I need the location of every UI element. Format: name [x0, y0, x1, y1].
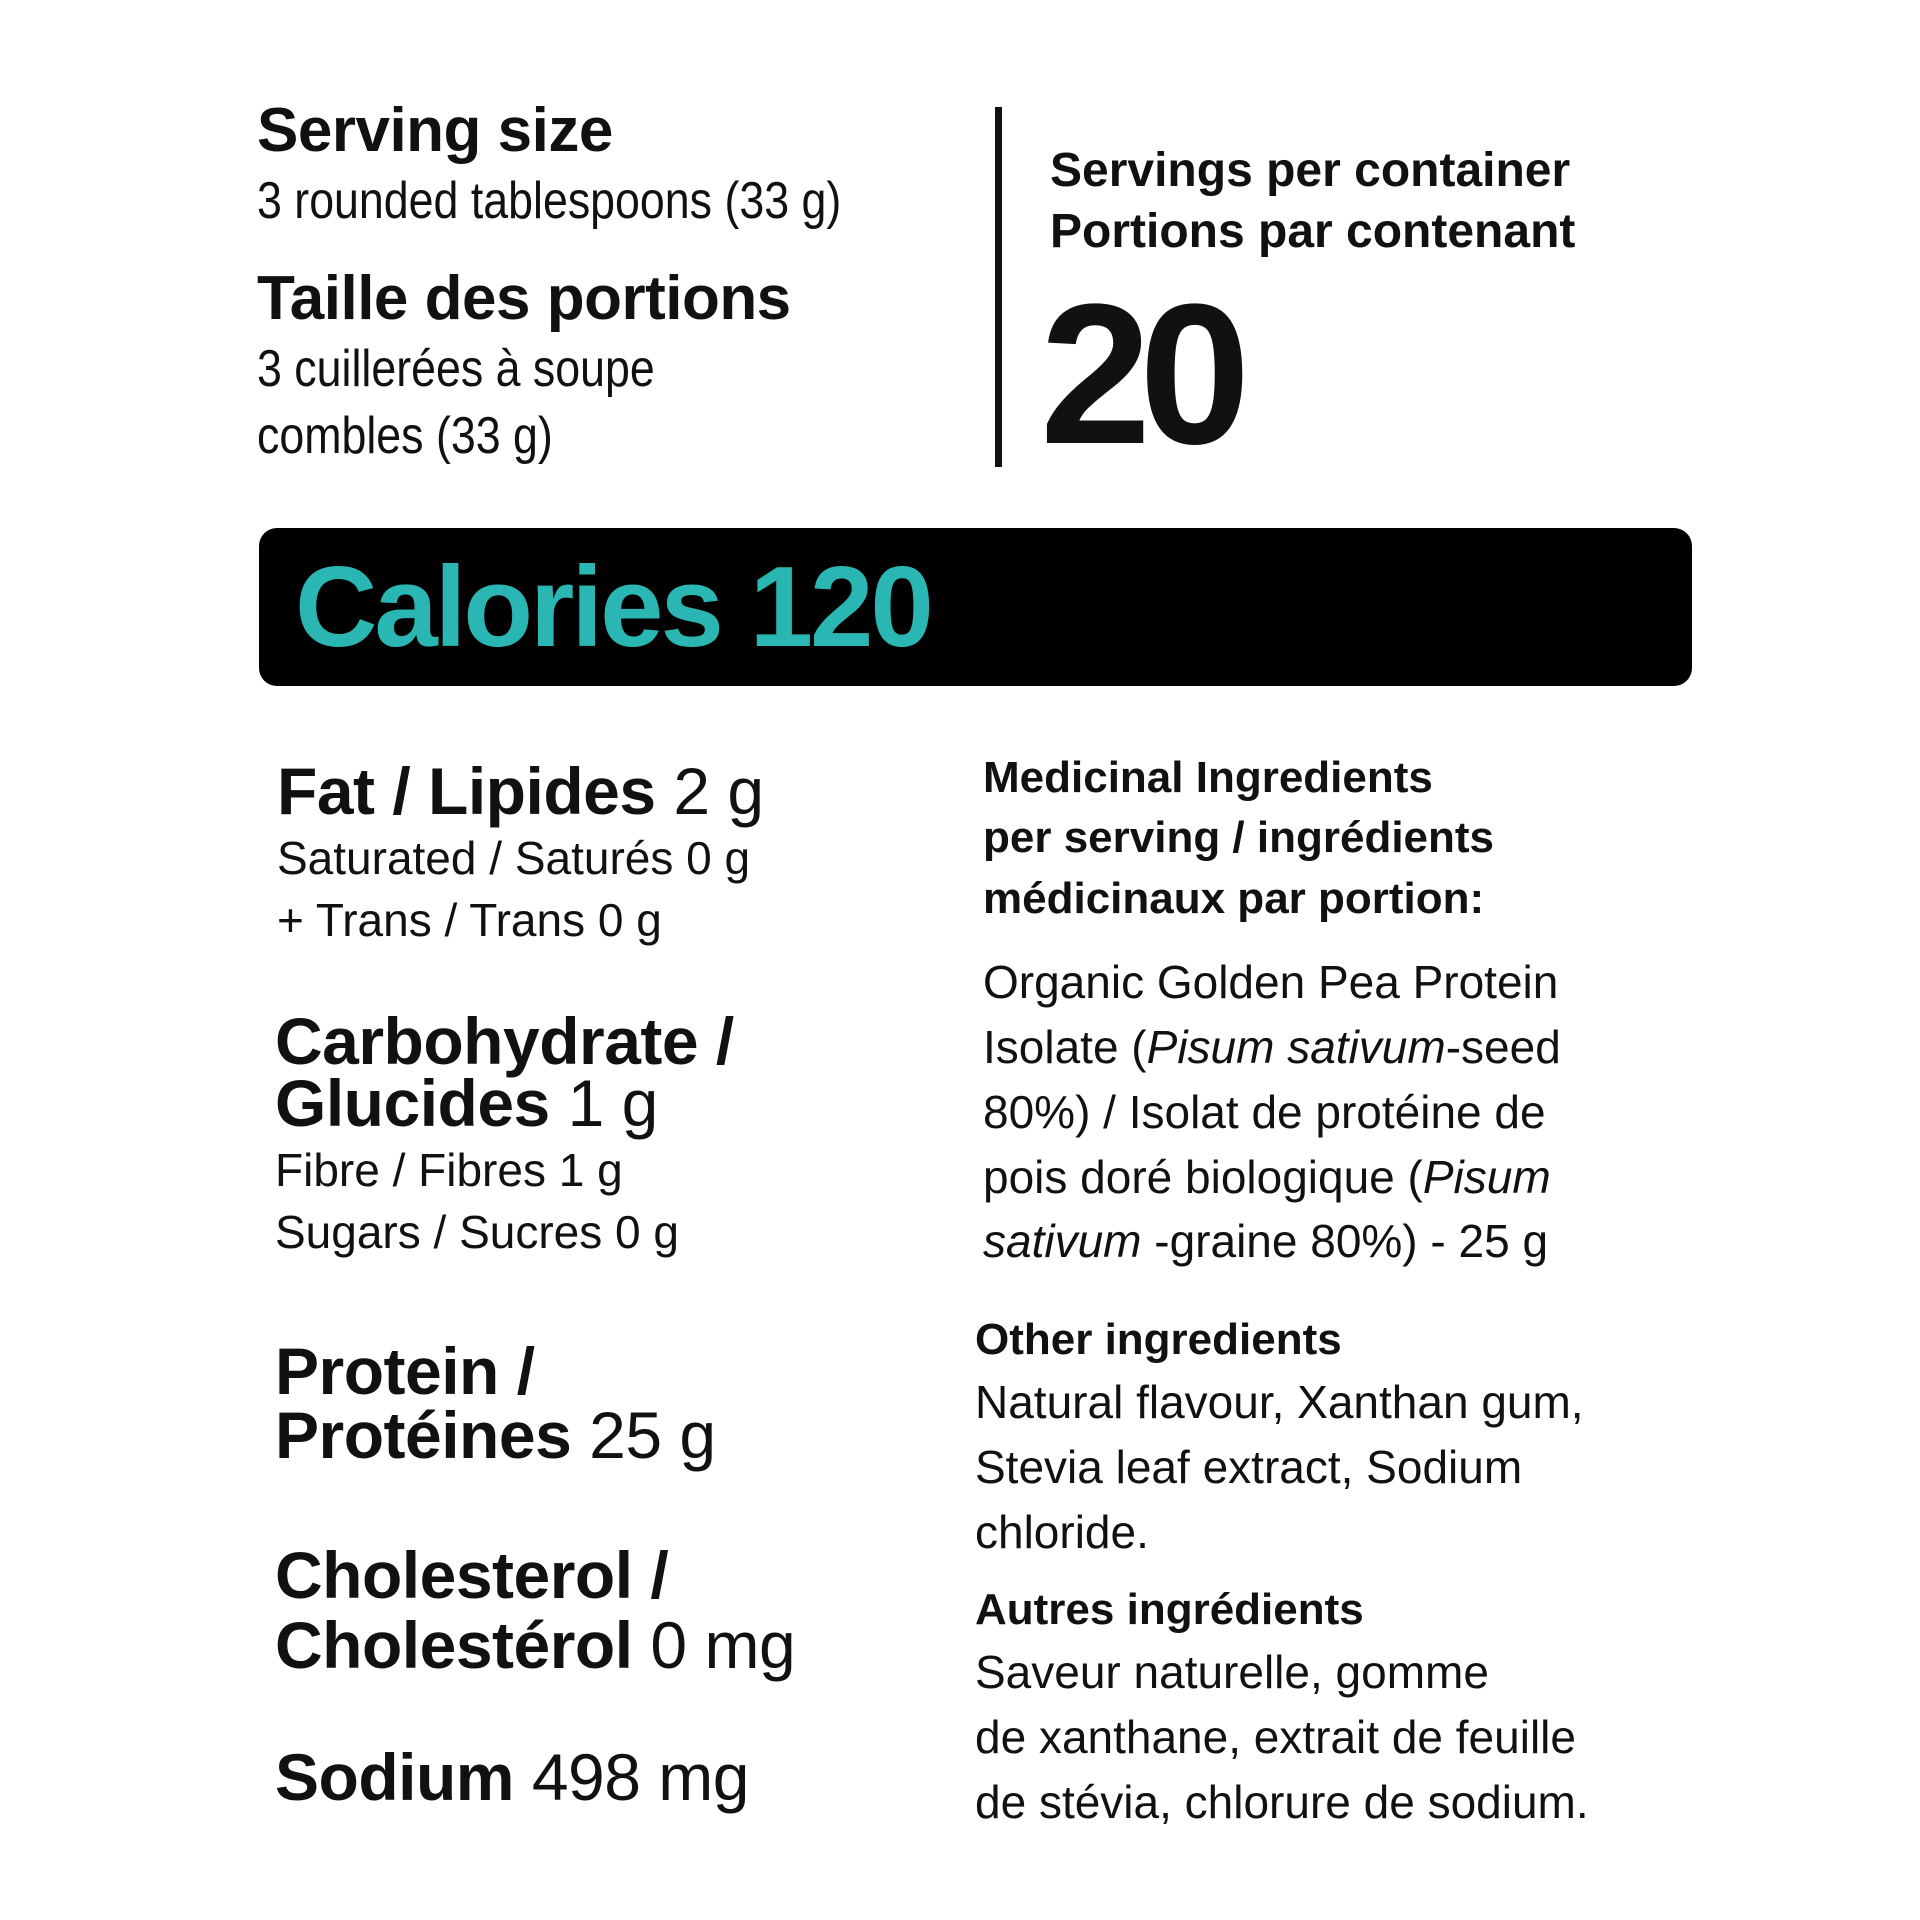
- protein-row: [275, 1398, 716, 1472]
- autres-ingredients: Autres ingrédients Saveur naturelle, gomme de xanthane, extrait de feuille de stévia, chlorure de sodium.: [975, 1580, 1589, 1835]
- servings-count: 20: [1040, 263, 1239, 486]
- calories-bar: [259, 528, 1692, 686]
- fat-label: Fat / Lipides: [277, 754, 656, 828]
- carb-label-line1: Carbohydrate /: [275, 1004, 734, 1078]
- cholesterol-value: 0 mg: [650, 1608, 796, 1682]
- cholesterol-label-line2: Cholestérol: [275, 1608, 633, 1682]
- serving-size-value: 3 rounded tablespoons (33 g): [257, 172, 842, 230]
- sodium-value: 498 mg: [531, 1740, 749, 1814]
- carb-value: 1 g: [567, 1066, 658, 1140]
- medicinal-heading: Medicinal Ingredients per serving / ingrédients médicinaux par portion:: [983, 753, 1495, 923]
- calories-line: [295, 544, 931, 671]
- protein-label-line1: Protein /: [275, 1334, 535, 1408]
- taille-value-line1: 3 cuillerées à soupe: [257, 340, 655, 398]
- sugars-row: Sugars / Sucres 0 g: [275, 1206, 679, 1258]
- calories-label: Calories: [295, 544, 721, 671]
- other-ingredients: Other ingredients Natural flavour, Xanthan gum, Stevia leaf extract, Sodium chloride.: [975, 1310, 1584, 1565]
- fat-row: [277, 754, 764, 828]
- carb-label-line2: Glucides: [275, 1066, 550, 1140]
- portions-par-contenant-label: Portions par contenant: [1050, 205, 1576, 258]
- servings-per-container-label: Servings per container: [1050, 144, 1571, 197]
- fat-value: 2 g: [673, 754, 764, 828]
- autres-ingredients-heading: Autres ingrédients: [975, 1585, 1364, 1634]
- other-ingredients-heading: Other ingredients: [975, 1315, 1342, 1364]
- carb-row: [275, 1066, 658, 1140]
- protein-value: 25 g: [589, 1398, 716, 1472]
- sodium-label: Sodium: [275, 1740, 514, 1814]
- fibre-row: Fibre / Fibres 1 g: [275, 1144, 623, 1196]
- cholesterol-label-line1: Cholesterol /: [275, 1538, 669, 1612]
- medicinal-body: Organic Golden Pea Protein Isolate (Pisum sativum-seed 80%) / Isolat de protéine de pois doré biologique (Pisum sativum -graine 80%) - 25 g: [983, 956, 1561, 1268]
- sodium-row: [275, 1740, 749, 1814]
- cholesterol-row: [275, 1608, 796, 1682]
- taille-value-line2: combles (33 g): [257, 407, 553, 465]
- header-divider: [995, 107, 1002, 467]
- saturated-row: Saturated / Saturés 0 g: [277, 832, 751, 884]
- serving-size-title: Serving size: [257, 96, 613, 165]
- taille-title: Taille des portions: [257, 264, 791, 333]
- protein-label-line2: Protéines: [275, 1398, 572, 1472]
- calories-value: 120: [749, 544, 931, 671]
- trans-row: + Trans / Trans 0 g: [277, 894, 662, 946]
